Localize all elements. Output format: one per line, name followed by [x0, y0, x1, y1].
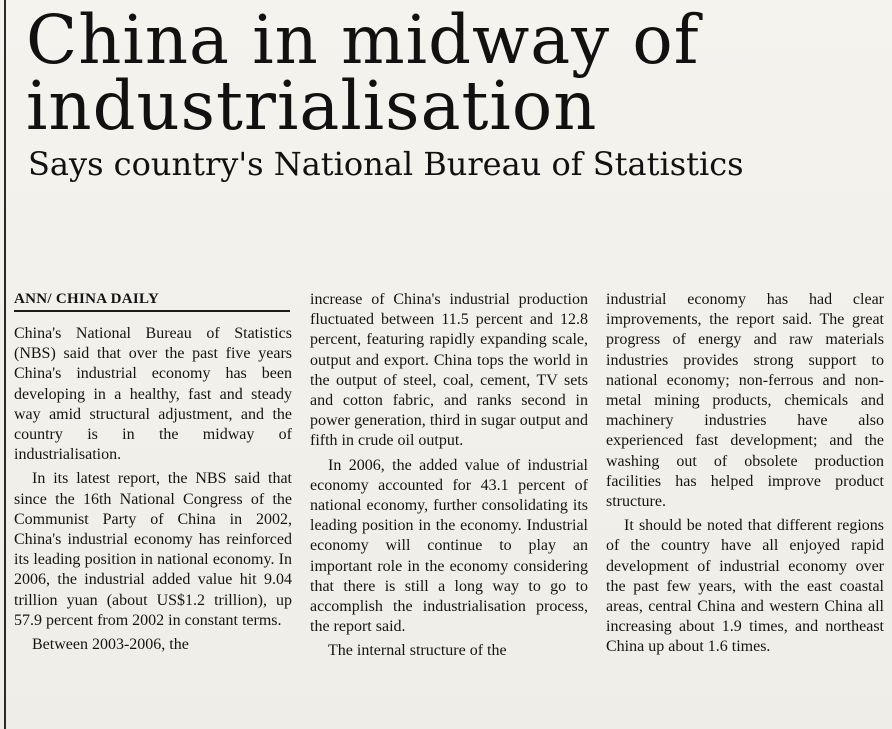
headline-line-1: China in midway of: [26, 1, 700, 79]
article-column-middle: [310, 290, 588, 662]
article-column-right: [606, 290, 884, 662]
byline: ANN/ CHINA DAILY: [14, 291, 160, 307]
left-border-rule: [4, 0, 6, 729]
paragraph: In 2006, the added value of industrial economy accounted for 43.1 percent of national economy, further consolidating its leading position in the economy. Industrial economy will continue to play an important role in the economy considering that there is still a long way to go to accomplish the industrialisation process, the report said.: [310, 456, 588, 636]
paragraph: Between 2003-2006, the: [32, 636, 189, 654]
article-columns: [14, 290, 884, 662]
headline-line-2: industrialisation: [26, 66, 598, 145]
paragraph: industrial economy has had clear improvements, the report said. The great progress of energy and raw materials industries provides strong support to national economy; non-ferrous and non-metal mining products, chemicals and machinery industries have also experienced fast development; and the washing out of obsolete production facilities has helped improve product structure.: [606, 291, 884, 511]
paragraph: In its latest report, the NBS said that since the 16th National Congress of the Communist Party of China in 2002, China's industrial economy has reinforced its leading position in national economy. In 2006, the industrial added value hit 9.04 trillion yuan (about US$1.2 trillion), up 57.9 percent from 2002 in constant terms.: [14, 470, 292, 629]
article-column-left: [14, 290, 292, 662]
paragraph: increase of China's industrial production fluctuated between 11.5 percent and 12.8 percent, featuring rapidly expanding scale, output and export. China tops the world in the output of steel, coal, cement, TV sets and cotton fabric, and ranks second in power generation, third in sugar output and fifth in crude oil output.: [310, 291, 588, 450]
paragraph: It should be noted that different regions of the country have all enjoyed rapid development of industrial economy over the past few years, with the east coastal areas, central China and western China all increasing about 1.9 times, and northeast China up about 1.6 times.: [606, 517, 884, 656]
subheadline: Says country's National Bureau of Statistics: [28, 145, 744, 184]
byline-rule: [14, 310, 290, 312]
headline: [26, 1, 880, 145]
paragraph: The internal structure of the: [328, 642, 507, 660]
paragraph: China's National Bureau of Statistics (NBS) said that over the past five years China's industrial economy has been developing in a healthy, fast and steady way amid structural adjustment, and the country is in the midway of industrialisation.: [14, 325, 292, 464]
